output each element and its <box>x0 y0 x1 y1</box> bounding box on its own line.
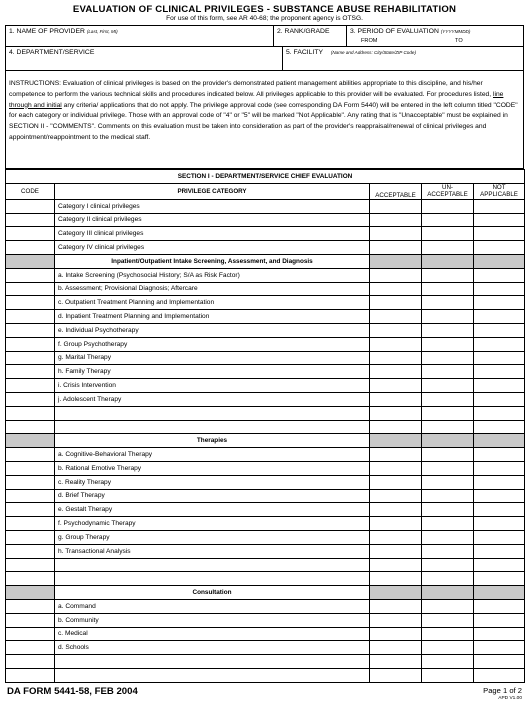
privilege-row <box>6 461 525 475</box>
code-cell <box>6 254 55 268</box>
acceptable-cell[interactable] <box>370 406 422 420</box>
code-cell[interactable] <box>6 572 55 586</box>
not-applicable-cell[interactable] <box>474 379 525 393</box>
form-id: DA FORM 5441-58, FEB 2004 <box>7 686 138 697</box>
code-cell[interactable] <box>6 213 55 227</box>
form-title: EVALUATION OF CLINICAL PRIVILEGES - SUBSTANCE ABUSE REHABILITATION <box>72 4 457 15</box>
acceptable-cell[interactable] <box>370 282 422 296</box>
not-applicable-cell[interactable] <box>474 448 525 462</box>
code-cell[interactable] <box>6 310 55 324</box>
privilege-row <box>6 655 525 669</box>
department-service-label: 4. DEPARTMENT/SERVICE <box>9 49 95 56</box>
unacceptable-cell[interactable] <box>422 268 474 282</box>
provider-name-label: 1. NAME OF PROVIDER <box>9 28 85 35</box>
provider-name-field[interactable] <box>6 26 273 46</box>
acceptable-cell[interactable] <box>370 530 422 544</box>
acceptable-cell[interactable] <box>370 323 422 337</box>
acceptable-cell[interactable] <box>370 337 422 351</box>
privilege-label: f. Group Psychotherapy <box>55 337 370 351</box>
privilege-row <box>6 379 525 393</box>
not-applicable-cell[interactable] <box>474 241 525 255</box>
unacceptable-cell[interactable] <box>422 530 474 544</box>
privilege-row <box>6 420 525 434</box>
not-applicable-cell[interactable] <box>474 365 525 379</box>
privilege-row <box>6 558 525 572</box>
code-cell[interactable] <box>6 489 55 503</box>
privilege-label: h. Transactional Analysis <box>55 544 370 558</box>
acceptable-cell[interactable] <box>370 544 422 558</box>
acceptable-cell[interactable] <box>370 420 422 434</box>
acceptable-cell[interactable] <box>370 199 422 213</box>
not-applicable-cell[interactable] <box>474 296 525 310</box>
code-cell[interactable] <box>6 627 55 641</box>
not-applicable-cell[interactable] <box>474 517 525 531</box>
acceptable-cell[interactable] <box>370 489 422 503</box>
code-cell <box>6 434 55 448</box>
not-applicable-cell[interactable] <box>474 420 525 434</box>
not-applicable-cell[interactable] <box>474 392 525 406</box>
code-cell[interactable] <box>6 241 55 255</box>
unacceptable-cell[interactable] <box>422 241 474 255</box>
privilege-row <box>6 351 525 365</box>
unacceptable-cell[interactable] <box>422 627 474 641</box>
privilege-label <box>55 572 370 586</box>
privilege-row <box>6 641 525 655</box>
unacceptable-cell[interactable] <box>422 613 474 627</box>
privilege-label: c. Reality Therapy <box>55 475 370 489</box>
code-cell[interactable] <box>6 351 55 365</box>
instructions-block <box>5 70 524 169</box>
unacceptable-cell <box>422 434 474 448</box>
acceptable-cell[interactable] <box>370 475 422 489</box>
unacceptable-cell[interactable] <box>422 199 474 213</box>
unacceptable-cell[interactable] <box>422 337 474 351</box>
not-applicable-cell[interactable] <box>474 282 525 296</box>
unacceptable-cell[interactable] <box>422 227 474 241</box>
privilege-row <box>6 544 525 558</box>
privileges-table <box>5 169 525 683</box>
not-applicable-cell[interactable] <box>474 627 525 641</box>
category-header-row <box>6 254 525 268</box>
code-cell[interactable] <box>6 420 55 434</box>
acceptable-cell[interactable] <box>370 517 422 531</box>
acceptable-cell[interactable] <box>370 268 422 282</box>
code-cell[interactable] <box>6 668 55 682</box>
privilege-label: h. Family Therapy <box>55 365 370 379</box>
acceptable-cell[interactable] <box>370 365 422 379</box>
code-cell[interactable] <box>6 517 55 531</box>
acceptable-cell[interactable] <box>370 241 422 255</box>
code-cell[interactable] <box>6 448 55 462</box>
privilege-row <box>6 475 525 489</box>
not-applicable-cell[interactable] <box>474 310 525 324</box>
code-cell[interactable] <box>6 406 55 420</box>
privilege-row <box>6 572 525 586</box>
acceptable-cell[interactable] <box>370 668 422 682</box>
unacceptable-cell[interactable] <box>422 448 474 462</box>
privilege-row <box>6 627 525 641</box>
acceptable-cell[interactable] <box>370 627 422 641</box>
privilege-row <box>6 296 525 310</box>
not-applicable-cell <box>474 254 525 268</box>
code-cell[interactable] <box>6 558 55 572</box>
evaluation-period-field[interactable] <box>347 26 523 46</box>
unacceptable-cell[interactable] <box>422 503 474 517</box>
privilege-label <box>55 668 370 682</box>
section-1-title: SECTION I - DEPARTMENT/SERVICE CHIEF EVALUATION <box>6 170 525 184</box>
category-header: Consultation <box>55 586 370 600</box>
code-cell[interactable] <box>6 282 55 296</box>
col-acceptable-header: ACCEPTABLE <box>370 183 422 199</box>
instructions-text-2: any criteria/ applications that do not apply. The privilege approval code (see corresponding DA Form 5440) will be entered in the left column titled "CODE" for each category or individual privilege. Those with an approval code of "4" or "5" will be marked "Not Applicable". Any rating that is "Unacceptable" must be explained in SECTION II - "COMMENTS". Comments on this evaluation must be taken into consideration as part of the provider's reappraisal/renewal of clinical privileges and appointment/reappointment to the medical staff. <box>9 101 518 141</box>
unacceptable-cell[interactable] <box>422 310 474 324</box>
not-applicable-cell[interactable] <box>474 351 525 365</box>
code-cell[interactable] <box>6 296 55 310</box>
acceptable-cell[interactable] <box>370 641 422 655</box>
not-applicable-cell[interactable] <box>474 668 525 682</box>
privilege-label: c. Outpatient Treatment Planning and Implementation <box>55 296 370 310</box>
acceptable-cell[interactable] <box>370 351 422 365</box>
privilege-label: d. Brief Therapy <box>55 489 370 503</box>
form-version: APD V1.00 <box>498 696 522 701</box>
instructions-text-1: INSTRUCTIONS: Evaluation of clinical privileges is based on the provider's demonstrated patient management abilities appropriate to this discipline, and his/her competence to perform the various technical skills and procedures indicated below. All privileges applicable to this provider will be evaluated. For procedures listed, <box>9 80 493 98</box>
privilege-label <box>55 655 370 669</box>
rank-grade-field[interactable] <box>274 26 346 46</box>
privilege-row <box>6 392 525 406</box>
col-unacceptable-header: UN-ACCEPTABLE <box>422 183 474 199</box>
acceptable-cell[interactable] <box>370 599 422 613</box>
code-cell[interactable] <box>6 379 55 393</box>
not-applicable-cell[interactable] <box>474 489 525 503</box>
not-applicable-cell[interactable] <box>474 599 525 613</box>
code-cell[interactable] <box>6 227 55 241</box>
code-cell <box>6 586 55 600</box>
category-header-row <box>6 586 525 600</box>
privilege-row <box>6 199 525 213</box>
not-applicable-cell[interactable] <box>474 461 525 475</box>
acceptable-cell[interactable] <box>370 558 422 572</box>
privilege-label: c. Medical <box>55 627 370 641</box>
privilege-label: d. Schools <box>55 641 370 655</box>
acceptable-cell <box>370 254 422 268</box>
code-cell[interactable] <box>6 461 55 475</box>
privilege-row <box>6 503 525 517</box>
acceptable-cell[interactable] <box>370 379 422 393</box>
col-not-applicable-header: NOT APPLICABLE <box>474 183 525 199</box>
privilege-row <box>6 517 525 531</box>
unacceptable-cell[interactable] <box>422 323 474 337</box>
unacceptable-cell[interactable] <box>422 406 474 420</box>
category-header-row <box>6 434 525 448</box>
form-subtitle: For use of this form, see AR 40-68; the proponent agency is OTSG. <box>166 15 363 22</box>
rank-grade-label: 2. RANK/GRADE <box>277 28 330 35</box>
period-to-label: TO <box>455 38 463 44</box>
unacceptable-cell[interactable] <box>422 655 474 669</box>
privilege-label: Category IV clinical privileges <box>55 241 370 255</box>
unacceptable-cell[interactable] <box>422 296 474 310</box>
code-cell[interactable] <box>6 599 55 613</box>
not-applicable-cell[interactable] <box>474 613 525 627</box>
facility-label: 5. FACILITY <box>286 49 323 56</box>
privilege-label: Category II clinical privileges <box>55 213 370 227</box>
privilege-label: g. Group Therapy <box>55 530 370 544</box>
not-applicable-cell[interactable] <box>474 337 525 351</box>
provider-name-hint: (Last, First, MI) <box>86 29 118 34</box>
not-applicable-cell[interactable] <box>474 227 525 241</box>
acceptable-cell[interactable] <box>370 572 422 586</box>
not-applicable-cell[interactable] <box>474 655 525 669</box>
privilege-row <box>6 668 525 682</box>
unacceptable-cell[interactable] <box>422 544 474 558</box>
privilege-label: e. Gestalt Therapy <box>55 503 370 517</box>
unacceptable-cell[interactable] <box>422 461 474 475</box>
unacceptable-cell[interactable] <box>422 599 474 613</box>
unacceptable-cell <box>422 586 474 600</box>
code-cell[interactable] <box>6 323 55 337</box>
not-applicable-cell[interactable] <box>474 475 525 489</box>
privilege-row <box>6 213 525 227</box>
identification-block <box>5 25 524 70</box>
privilege-row <box>6 241 525 255</box>
not-applicable-cell[interactable] <box>474 323 525 337</box>
unacceptable-cell[interactable] <box>422 379 474 393</box>
unacceptable-cell[interactable] <box>422 282 474 296</box>
unacceptable-cell[interactable] <box>422 572 474 586</box>
code-cell[interactable] <box>6 365 55 379</box>
code-cell[interactable] <box>6 392 55 406</box>
privilege-label: Category I clinical privileges <box>55 199 370 213</box>
not-applicable-cell <box>474 586 525 600</box>
privilege-row <box>6 310 525 324</box>
privilege-label: f. Psychodynamic Therapy <box>55 517 370 531</box>
privilege-label: Category III clinical privileges <box>55 227 370 241</box>
privilege-row <box>6 599 525 613</box>
unacceptable-cell[interactable] <box>422 392 474 406</box>
unacceptable-cell[interactable] <box>422 517 474 531</box>
code-cell[interactable] <box>6 655 55 669</box>
acceptable-cell[interactable] <box>370 503 422 517</box>
privilege-label: a. Cognitive-Behavioral Therapy <box>55 448 370 462</box>
privilege-label: i. Crisis Intervention <box>55 379 370 393</box>
facility-hint: (Name and Address: City/State/ZIP Code) <box>330 50 416 55</box>
unacceptable-cell <box>422 254 474 268</box>
not-applicable-cell[interactable] <box>474 530 525 544</box>
not-applicable-cell[interactable] <box>474 213 525 227</box>
acceptable-cell[interactable] <box>370 613 422 627</box>
acceptable-cell[interactable] <box>370 296 422 310</box>
code-cell[interactable] <box>6 503 55 517</box>
evaluation-period-label: 3. PERIOD OF EVALUATION <box>350 28 439 35</box>
unacceptable-cell[interactable] <box>422 475 474 489</box>
unacceptable-cell[interactable] <box>422 558 474 572</box>
privilege-row <box>6 282 525 296</box>
code-cell[interactable] <box>6 544 55 558</box>
privilege-label: j. Adolescent Therapy <box>55 392 370 406</box>
category-header: Therapies <box>55 434 370 448</box>
privilege-label: g. Marital Therapy <box>55 351 370 365</box>
department-service-field[interactable] <box>6 47 282 71</box>
privilege-row <box>6 323 525 337</box>
not-applicable-cell[interactable] <box>474 268 525 282</box>
col-category-header: PRIVILEGE CATEGORY <box>55 183 370 199</box>
privilege-row <box>6 365 525 379</box>
privilege-label: d. Inpatient Treatment Planning and Implementation <box>55 310 370 324</box>
not-applicable-cell[interactable] <box>474 406 525 420</box>
instructions-underlined: line through and initial <box>9 90 504 109</box>
privilege-row <box>6 227 525 241</box>
acceptable-cell <box>370 434 422 448</box>
not-applicable-cell[interactable] <box>474 558 525 572</box>
privilege-label: a. Command <box>55 599 370 613</box>
unacceptable-cell[interactable] <box>422 365 474 379</box>
unacceptable-cell[interactable] <box>422 668 474 682</box>
period-from-label: FROM <box>361 38 378 44</box>
code-cell[interactable] <box>6 337 55 351</box>
unacceptable-cell[interactable] <box>422 420 474 434</box>
acceptable-cell[interactable] <box>370 213 422 227</box>
unacceptable-cell[interactable] <box>422 213 474 227</box>
acceptable-cell[interactable] <box>370 227 422 241</box>
privilege-label <box>55 420 370 434</box>
not-applicable-cell[interactable] <box>474 641 525 655</box>
not-applicable-cell <box>474 434 525 448</box>
not-applicable-cell[interactable] <box>474 199 525 213</box>
code-cell[interactable] <box>6 641 55 655</box>
unacceptable-cell[interactable] <box>422 351 474 365</box>
privilege-row <box>6 489 525 503</box>
acceptable-cell[interactable] <box>370 448 422 462</box>
not-applicable-cell[interactable] <box>474 572 525 586</box>
privilege-row <box>6 613 525 627</box>
not-applicable-cell[interactable] <box>474 544 525 558</box>
unacceptable-cell[interactable] <box>422 641 474 655</box>
code-cell[interactable] <box>6 530 55 544</box>
privilege-label <box>55 558 370 572</box>
privilege-label: b. Community <box>55 613 370 627</box>
facility-field[interactable] <box>283 47 523 71</box>
acceptable-cell[interactable] <box>370 392 422 406</box>
privilege-label: b. Assessment; Provisional Diagnosis; Aftercare <box>55 282 370 296</box>
privilege-label: b. Rational Emotive Therapy <box>55 461 370 475</box>
privilege-row <box>6 448 525 462</box>
privilege-row <box>6 337 525 351</box>
privilege-label <box>55 406 370 420</box>
col-code-header: CODE <box>6 183 55 199</box>
code-cell[interactable] <box>6 268 55 282</box>
form-footer <box>5 686 524 702</box>
acceptable-cell[interactable] <box>370 310 422 324</box>
privilege-row <box>6 530 525 544</box>
code-cell[interactable] <box>6 613 55 627</box>
code-cell[interactable] <box>6 475 55 489</box>
acceptable-cell <box>370 586 422 600</box>
acceptable-cell[interactable] <box>370 461 422 475</box>
evaluation-period-hint: (YYYYMMDD) <box>440 29 471 34</box>
page-number: Page 1 of 2 <box>483 686 522 695</box>
category-header: Inpatient/Outpatient Intake Screening, Assessment, and Diagnosis <box>55 254 370 268</box>
privilege-row <box>6 406 525 420</box>
form-header <box>5 4 524 23</box>
privilege-row <box>6 268 525 282</box>
privilege-label: e. Individual Psychotherapy <box>55 323 370 337</box>
not-applicable-cell[interactable] <box>474 503 525 517</box>
code-cell[interactable] <box>6 199 55 213</box>
unacceptable-cell[interactable] <box>422 489 474 503</box>
acceptable-cell[interactable] <box>370 655 422 669</box>
privilege-label: a. Intake Screening (Psychosocial History; S/A as Risk Factor) <box>55 268 370 282</box>
page-info <box>483 686 522 701</box>
